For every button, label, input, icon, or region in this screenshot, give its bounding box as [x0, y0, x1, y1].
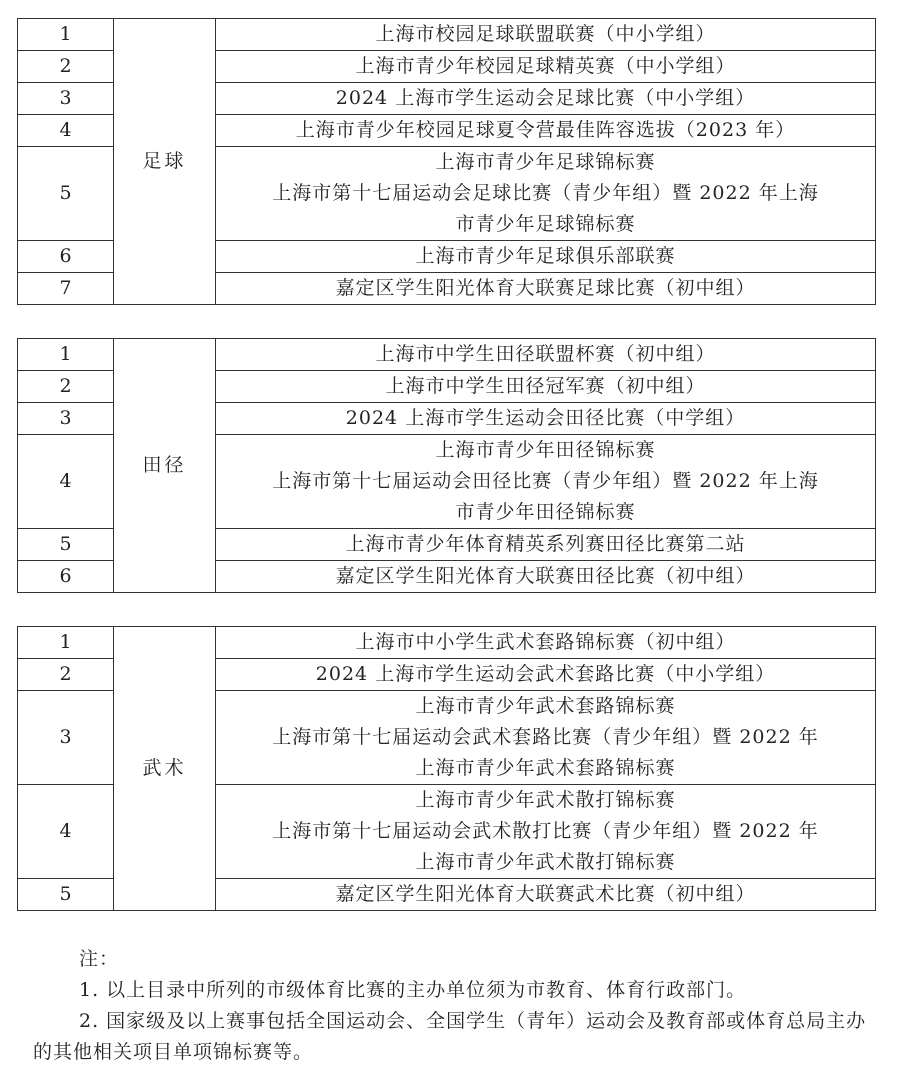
athletics-competitions-table [17, 338, 876, 593]
row-number: 4 [18, 435, 114, 529]
competition-name [216, 51, 876, 83]
row-number: 4 [18, 115, 114, 147]
competition-name-line: 上海市青少年校园足球精英赛（中小学组） [355, 55, 736, 77]
competition-name-line: 上海市中小学生武术套路锦标赛（初中组） [355, 631, 736, 653]
competition-name [216, 339, 876, 371]
row-number: 5 [18, 147, 114, 241]
row-number: 2 [18, 51, 114, 83]
competition-name-line: 上海市青少年武术套路锦标赛 [415, 757, 676, 779]
note-2: 2. 国家级及以上赛事包括全国运动会、全国学生（青年）运动会及教育部或体育总局主办的其他相关项目单项锦标赛等。 [33, 1010, 867, 1063]
competition-name-line: 上海市青少年田径锦标赛 [435, 439, 656, 461]
table-row [18, 19, 876, 51]
row-number: 3 [18, 403, 114, 435]
competition-name [216, 627, 876, 659]
competition-name-line: 嘉定区学生阳光体育大联赛武术比赛（初中组） [335, 883, 756, 905]
competition-name-line: 上海市青少年体育精英系列赛田径比赛第二站 [345, 533, 746, 555]
competition-name-line: 上海市青少年武术散打锦标赛 [415, 789, 676, 811]
row-number: 3 [18, 691, 114, 785]
competition-name [216, 659, 876, 691]
competition-name-line: 上海市青少年足球俱乐部联赛 [415, 245, 676, 267]
competition-name [216, 147, 876, 241]
sport-category: 足球 [114, 19, 216, 305]
row-number: 3 [18, 83, 114, 115]
competition-name-line: 上海市第十七届运动会足球比赛（青少年组）暨 2022 年上海 [272, 182, 819, 204]
competition-name [216, 561, 876, 593]
competition-name [216, 273, 876, 305]
competition-name-line: 上海市第十七届运动会武术套路比赛（青少年组）暨 2022 年 [272, 726, 819, 748]
row-number: 2 [18, 371, 114, 403]
table-row [18, 339, 876, 371]
row-number: 6 [18, 241, 114, 273]
competition-name [216, 435, 876, 529]
sport-category: 田径 [114, 339, 216, 593]
competition-name-line: 2024 上海市学生运动会田径比赛（中学组） [345, 407, 746, 429]
sport-category: 武术 [114, 627, 216, 911]
row-number: 5 [18, 879, 114, 911]
row-number: 1 [18, 627, 114, 659]
wushu-competitions-table [17, 626, 876, 911]
table-row [18, 627, 876, 659]
competition-name [216, 691, 876, 785]
competition-name-line: 市青少年田径锦标赛 [455, 501, 636, 523]
competition-name [216, 403, 876, 435]
competition-name [216, 83, 876, 115]
competition-name-line: 嘉定区学生阳光体育大联赛足球比赛（初中组） [335, 277, 756, 299]
competition-name [216, 241, 876, 273]
competition-name-line: 嘉定区学生阳光体育大联赛田径比赛（初中组） [335, 565, 756, 587]
competition-name-line: 市青少年足球锦标赛 [455, 213, 636, 235]
row-number: 1 [18, 19, 114, 51]
competition-name [216, 19, 876, 51]
competition-name [216, 879, 876, 911]
notes-section [33, 944, 873, 1068]
competition-name [216, 115, 876, 147]
notes-heading: 注： [79, 948, 120, 970]
row-number: 4 [18, 785, 114, 879]
row-number: 2 [18, 659, 114, 691]
competition-name [216, 529, 876, 561]
competition-name-line: 2024 上海市学生运动会足球比赛（中小学组） [335, 87, 756, 109]
competition-name-line: 上海市青少年校园足球夏令营最佳阵容选拔（2023 年） [295, 119, 796, 141]
row-number: 6 [18, 561, 114, 593]
football-competitions-table [17, 18, 876, 305]
competition-name-line: 上海市青少年武术套路锦标赛 [415, 695, 676, 717]
competition-name-line: 上海市青少年足球锦标赛 [435, 151, 656, 173]
note-1: 1. 以上目录中所列的市级体育比赛的主办单位须为市教育、体育行政部门。 [79, 979, 747, 1001]
competition-name [216, 371, 876, 403]
competition-name-line: 上海市青少年武术散打锦标赛 [415, 851, 676, 873]
row-number: 7 [18, 273, 114, 305]
competition-name-line: 2024 上海市学生运动会武术套路比赛（中小学组） [315, 663, 776, 685]
competition-name-line: 上海市中学生田径联盟杯赛（初中组） [375, 343, 716, 365]
row-number: 5 [18, 529, 114, 561]
competition-name-line: 上海市第十七届运动会田径比赛（青少年组）暨 2022 年上海 [272, 470, 819, 492]
competition-name [216, 785, 876, 879]
competition-name-line: 上海市中学生田径冠军赛（初中组） [385, 375, 706, 397]
competition-name-line: 上海市第十七届运动会武术散打比赛（青少年组）暨 2022 年 [272, 820, 819, 842]
row-number: 1 [18, 339, 114, 371]
competition-name-line: 上海市校园足球联盟联赛（中小学组） [375, 23, 716, 45]
